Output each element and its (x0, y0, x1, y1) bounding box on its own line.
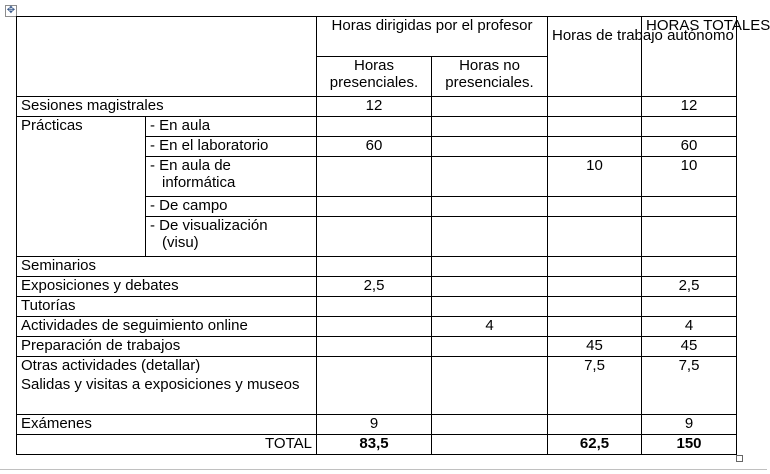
cell-autonomo (548, 117, 642, 137)
cell-presenciales: 12 (317, 97, 432, 117)
table-row (17, 117, 737, 137)
cell-no-presenciales (432, 197, 548, 217)
row-label-examenes: Exámenes (17, 415, 317, 435)
cell-presenciales (317, 317, 432, 337)
row-label-otras-line-2: Salidas y visitas a exposiciones y museos (21, 376, 300, 393)
cell-total: 10 (642, 157, 737, 197)
header-blank-cell (17, 17, 317, 97)
cell-presenciales (317, 357, 432, 415)
row-label-campo: - De campo (146, 197, 317, 217)
cell-no-presenciales (432, 297, 548, 317)
cell-autonomo (548, 317, 642, 337)
cell-autonomo-total: 62,5 (548, 435, 642, 455)
table-row (17, 357, 737, 415)
total-row (17, 435, 737, 455)
header-presenciales-line-1: Horas (353, 57, 394, 74)
table-move-handle-icon[interactable]: ✥ (6, 5, 16, 16)
cell-total: 45 (642, 337, 737, 357)
cell-total (642, 257, 737, 277)
cell-no-presenciales (432, 337, 548, 357)
cell-autonomo (548, 217, 642, 257)
row-label-sesiones: Sesiones magistrales (17, 97, 317, 117)
cell-no-presenciales: 4 (432, 317, 548, 337)
header-presenciales (317, 57, 432, 97)
cell-total: 4 (642, 317, 737, 337)
cell-total: 7,5 (642, 357, 737, 415)
row-label-online: Actividades de seguimiento online (17, 317, 317, 337)
cell-presenciales (317, 337, 432, 357)
cell-total (642, 117, 737, 137)
row-label-exposiciones: Exposiciones y debates (17, 277, 317, 297)
cell-presenciales (317, 157, 432, 197)
row-label-visualizacion-line-1: - De visualización (150, 217, 268, 234)
row-label-aula: - En aula (146, 117, 317, 137)
cell-total (642, 197, 737, 217)
row-label-total: TOTAL (17, 435, 317, 455)
header-totales: HORAS TOTALES (642, 17, 737, 97)
row-label-tutorias: Tutorías (17, 297, 317, 317)
cell-autonomo (548, 97, 642, 117)
table-row (17, 297, 737, 317)
table-row (17, 257, 737, 277)
table-row (17, 317, 737, 337)
cell-no-presenciales (432, 415, 548, 435)
row-label-laboratorio: - En el laboratorio (146, 137, 317, 157)
cell-presenciales-total: 83,5 (317, 435, 432, 455)
cell-autonomo: 10 (548, 157, 642, 197)
row-label-otras (17, 357, 317, 415)
cell-autonomo (548, 297, 642, 317)
header-dirigidas: Horas dirigidas por el profesor (317, 17, 548, 57)
row-label-informatica-line-1: - En aula de (150, 157, 231, 174)
cell-presenciales (317, 257, 432, 277)
cell-no-presenciales (432, 217, 548, 257)
row-label-informatica-line-2: informática (162, 174, 236, 191)
cell-no-presenciales-total (432, 435, 548, 455)
hours-table (16, 16, 770, 455)
header-no-presenciales-line-2: presenciales. (445, 74, 534, 91)
row-label-trabajos: Preparación de trabajos (17, 337, 317, 357)
header-no-presenciales (432, 57, 548, 97)
page-divider (0, 469, 767, 470)
cell-no-presenciales (432, 157, 548, 197)
cell-presenciales (317, 197, 432, 217)
table-row (17, 277, 737, 297)
cell-autonomo (548, 257, 642, 277)
cell-presenciales (317, 117, 432, 137)
cell-presenciales (317, 217, 432, 257)
row-label-seminarios: Seminarios (17, 257, 317, 277)
table-row (17, 415, 737, 435)
cell-autonomo (548, 277, 642, 297)
cell-no-presenciales (432, 137, 548, 157)
cell-total: 9 (642, 415, 737, 435)
table-row (17, 97, 737, 117)
cell-no-presenciales (432, 277, 548, 297)
table-resize-handle-icon[interactable] (736, 455, 743, 462)
header-row-1 (17, 17, 737, 57)
row-label-visualizacion (146, 217, 317, 257)
cell-no-presenciales (432, 357, 548, 415)
cell-total (642, 217, 737, 257)
cell-autonomo (548, 137, 642, 157)
cell-presenciales: 9 (317, 415, 432, 435)
cell-autonomo (548, 197, 642, 217)
header-no-presenciales-line-1: Horas no (459, 57, 520, 74)
cell-autonomo: 7,5 (548, 357, 642, 415)
table-row (17, 337, 737, 357)
cell-no-presenciales (432, 97, 548, 117)
row-label-practicas: Prácticas (17, 117, 146, 257)
cell-presenciales: 60 (317, 137, 432, 157)
cell-no-presenciales (432, 257, 548, 277)
cell-total: 12 (642, 97, 737, 117)
cell-autonomo: 45 (548, 337, 642, 357)
cell-total: 60 (642, 137, 737, 157)
cell-presenciales (317, 297, 432, 317)
row-label-visualizacion-line-2: (visu) (162, 234, 199, 251)
cell-autonomo (548, 415, 642, 435)
cell-no-presenciales (432, 117, 548, 137)
cell-total (642, 297, 737, 317)
cell-total: 2,5 (642, 277, 737, 297)
cell-presenciales: 2,5 (317, 277, 432, 297)
row-label-informatica (146, 157, 317, 197)
row-label-otras-line-1: Otras actividades (detallar) (21, 357, 201, 374)
header-presenciales-line-2: presenciales. (329, 74, 419, 91)
cell-total-total: 150 (642, 435, 737, 455)
header-autonomo: Horas de trabajo autónomo (548, 17, 642, 97)
